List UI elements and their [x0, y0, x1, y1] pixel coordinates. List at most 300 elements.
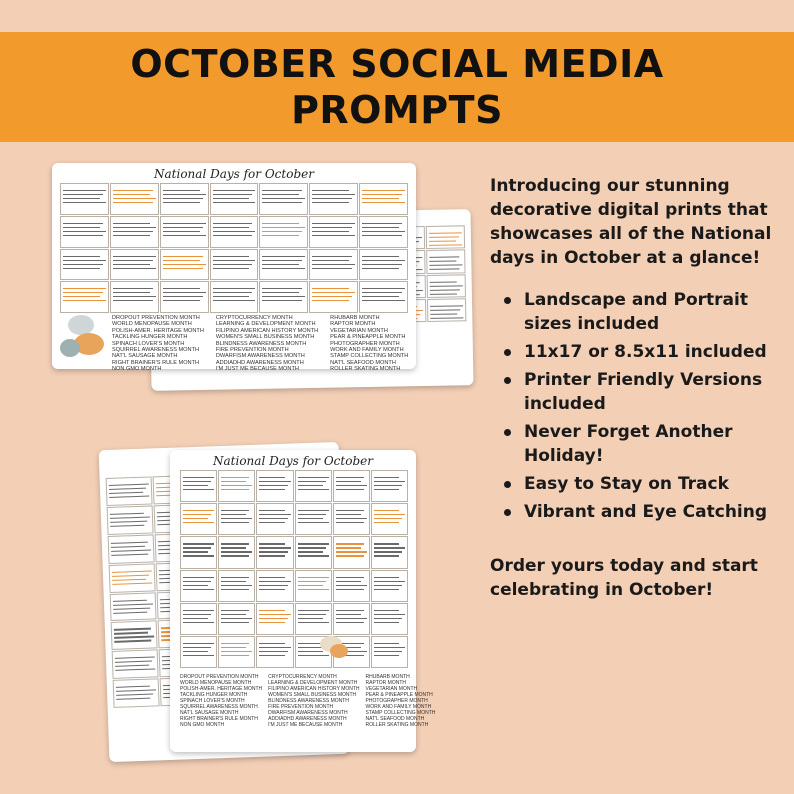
month-label: WORK AND FAMILY MONTH	[330, 347, 404, 354]
calendar-day-cell	[110, 592, 156, 621]
text-line	[262, 292, 299, 293]
text-line	[298, 477, 329, 478]
text-line	[336, 522, 364, 523]
calendar-day-cell	[333, 603, 370, 635]
month-label: FILIPINO AMERICAN HISTORY MONTH	[268, 686, 360, 692]
call-to-action: Order yours today and start celebrating in October!	[490, 556, 758, 600]
text-line	[221, 614, 246, 615]
month-label: NAT'L SAUSAGE MONTH	[180, 710, 239, 716]
text-line	[183, 489, 214, 490]
calendar-day-cell	[160, 249, 209, 281]
calendar-day-cell	[259, 249, 308, 281]
text-line	[374, 547, 405, 548]
text-line	[374, 485, 402, 486]
text-line	[213, 268, 250, 269]
months-col-3	[330, 315, 408, 373]
calendar-day-cell	[60, 216, 109, 248]
calendar-day-cell	[112, 650, 158, 679]
text-line	[312, 292, 355, 293]
text-line	[262, 268, 305, 269]
text-line	[259, 622, 284, 623]
months-col-2	[268, 674, 359, 728]
portrait-sheet-front	[170, 450, 436, 752]
text-line	[183, 651, 208, 652]
text-line	[336, 551, 367, 552]
calendar-day-cell	[160, 216, 209, 248]
text-line	[221, 622, 249, 623]
text-line	[259, 577, 284, 578]
calendar-day-cell	[295, 470, 332, 502]
calendar-day-cell	[295, 503, 332, 535]
text-line	[336, 614, 361, 615]
text-line	[213, 202, 256, 203]
text-line	[336, 481, 361, 482]
calendar-day-cell	[218, 570, 255, 602]
text-line	[430, 285, 463, 287]
text-line	[362, 227, 399, 228]
text-line	[183, 481, 211, 482]
text-line	[163, 268, 203, 269]
text-line	[111, 541, 148, 543]
month-label: NON GMO MONTH	[180, 722, 225, 728]
text-line	[111, 549, 151, 552]
text-line	[336, 485, 367, 486]
text-line	[221, 510, 249, 511]
month-label: FIRE PREVENTION MONTH	[215, 347, 289, 354]
text-line	[298, 655, 329, 656]
month-label: DWARFISM AWARENESS MONTH	[268, 710, 348, 716]
text-line	[262, 190, 302, 191]
text-line	[183, 610, 214, 611]
feature-item	[490, 472, 780, 496]
feature-list	[490, 288, 780, 524]
text-line	[336, 510, 364, 511]
text-line	[259, 510, 284, 511]
text-line	[374, 581, 405, 582]
calendar-day-cell	[295, 536, 332, 568]
text-line	[110, 525, 144, 527]
text-line	[298, 614, 326, 615]
text-line	[374, 555, 399, 556]
text-line	[312, 296, 352, 297]
month-label: TACKLING HUNGER MONTH	[180, 692, 248, 698]
calendar-day-cell	[371, 536, 408, 568]
text-line	[221, 585, 252, 586]
text-line	[336, 489, 364, 490]
text-line	[298, 489, 329, 490]
calendar-day-cell	[256, 470, 293, 502]
text-line	[113, 260, 153, 261]
text-line	[374, 543, 399, 544]
month-label: WOMEN'S SMALL BUSINESS MONTH	[215, 334, 315, 341]
text-line	[221, 485, 252, 486]
text-line	[183, 643, 214, 644]
month-label: PEAR & PINEAPPLE MONTH	[365, 692, 433, 698]
month-label: DWARFISM AWARENESS MONTH	[215, 353, 305, 360]
text-line	[362, 260, 405, 261]
feature-item	[490, 368, 780, 416]
month-label: ADDIADHD AWARENESS MONTH	[268, 716, 347, 722]
text-line	[213, 223, 253, 224]
month-label: DROPOUT PREVENTION MONTH	[180, 674, 259, 680]
text-line	[259, 618, 287, 619]
text-line	[312, 300, 349, 301]
text-line	[221, 577, 249, 578]
text-line	[63, 260, 106, 261]
text-line	[430, 265, 463, 267]
calendar-day-cell	[309, 216, 358, 248]
text-line	[113, 607, 150, 609]
month-label: LEARNING & DEVELOPMENT MONTH	[215, 321, 316, 328]
calendar-day-cell	[359, 216, 408, 248]
month-label: ADDIADHD AWARENESS MONTH	[215, 359, 304, 366]
text-line	[374, 518, 402, 519]
calendar-day-cell	[160, 281, 209, 313]
feature-item	[490, 420, 780, 468]
text-line	[259, 485, 287, 486]
text-line	[298, 585, 323, 586]
text-line	[113, 256, 156, 257]
text-line	[163, 227, 203, 228]
text-line	[114, 628, 151, 630]
calendar-day-cell	[333, 570, 370, 602]
text-line	[259, 547, 290, 548]
text-line	[430, 293, 457, 295]
calendar-day-cell	[60, 183, 109, 215]
text-line	[312, 235, 355, 236]
month-label: PHOTOGRAPHER MONTH	[365, 698, 428, 704]
bullet-icon	[504, 349, 511, 356]
text-line	[262, 288, 302, 289]
calendar-day-cell	[295, 570, 332, 602]
text-line	[262, 296, 305, 297]
text-line	[183, 485, 208, 486]
text-line	[113, 292, 150, 293]
text-line	[183, 477, 214, 478]
text-line	[113, 611, 147, 613]
calendar-day-cell	[210, 183, 259, 215]
text-line	[63, 296, 100, 297]
month-label: WORK AND FAMILY MONTH	[365, 704, 432, 710]
months-col-1	[180, 674, 262, 728]
text-line	[221, 589, 249, 590]
text-line	[113, 288, 153, 289]
month-label: WOMEN'S SMALL BUSINESS MONTH	[268, 692, 357, 698]
text-line	[312, 190, 349, 191]
text-line	[163, 256, 203, 257]
text-line	[63, 202, 106, 203]
text-line	[259, 651, 287, 652]
text-line	[113, 296, 156, 297]
calendar-day-cell	[110, 249, 159, 281]
month-label: VEGETARIAN MONTH	[365, 686, 418, 692]
calendar-day-cell	[218, 636, 255, 668]
text-line	[115, 657, 155, 660]
text-line	[262, 231, 302, 232]
text-line	[298, 522, 329, 523]
calendar-day-cell	[180, 536, 217, 568]
text-line	[183, 522, 214, 523]
text-line	[163, 292, 206, 293]
text-line	[362, 264, 402, 265]
calendar-day-cell	[180, 603, 217, 635]
month-label: SQUIRREL AWARENESS MONTH	[112, 347, 200, 354]
text-line	[183, 589, 214, 590]
calendar-day-cell	[256, 636, 293, 668]
title-line-2: PROMPTS	[291, 88, 503, 132]
text-line	[374, 514, 405, 515]
text-line	[430, 269, 460, 271]
text-line	[112, 582, 152, 585]
text-line	[259, 585, 287, 586]
text-line	[298, 651, 323, 652]
calendar-day-cell	[295, 603, 332, 635]
calendar-day-cell	[426, 225, 465, 249]
text-line	[113, 194, 150, 195]
text-line	[262, 256, 305, 257]
month-label: STAMP COLLECTING MONTH	[330, 353, 409, 360]
text-line	[116, 690, 156, 693]
text-line	[112, 578, 146, 580]
text-line	[336, 581, 361, 582]
text-line	[298, 510, 329, 511]
text-line	[374, 489, 399, 490]
text-line	[298, 518, 323, 519]
month-label: WORLD MENOPAUSE MONTH	[180, 680, 252, 686]
text-line	[221, 518, 252, 519]
text-line	[374, 577, 399, 578]
text-line	[336, 618, 367, 619]
text-line	[183, 547, 211, 548]
text-line	[183, 614, 211, 615]
text-line	[374, 647, 405, 648]
text-line	[374, 522, 399, 523]
text-line	[362, 256, 399, 257]
text-line	[183, 585, 208, 586]
calendar-day-cell	[218, 603, 255, 635]
calendar-day-cell	[427, 298, 466, 322]
month-label: FIRE PREVENTION MONTH	[268, 704, 334, 710]
calendar-day-cell	[333, 470, 370, 502]
text-line	[312, 268, 352, 269]
text-line	[374, 622, 399, 623]
text-line	[362, 268, 399, 269]
text-line	[221, 647, 246, 648]
calendar-day-cell	[333, 503, 370, 535]
text-line	[63, 190, 106, 191]
text-line	[110, 521, 147, 523]
text-line	[221, 655, 249, 656]
month-label: SPINACH LOVER'S MONTH	[112, 340, 185, 347]
text-line	[259, 655, 284, 656]
months-list	[180, 674, 436, 728]
month-label: CRYPTOCURRENCY MONTH	[215, 315, 293, 321]
text-line	[63, 194, 103, 195]
text-line	[63, 231, 106, 232]
bullet-icon	[504, 429, 511, 436]
text-line	[259, 522, 284, 523]
calendar-day-cell	[359, 281, 408, 313]
text-line	[213, 227, 250, 228]
month-label: I'M JUST ME BECAUSE MONTH	[215, 366, 299, 373]
text-line	[221, 489, 249, 490]
calendar-day-cell	[309, 249, 358, 281]
text-line	[183, 551, 208, 552]
text-line	[362, 231, 405, 232]
calendar-day-cell	[259, 183, 308, 215]
text-line	[213, 231, 256, 232]
bullet-icon	[504, 509, 511, 516]
text-line	[114, 640, 151, 642]
calendar-day-cell	[106, 476, 152, 505]
text-line	[183, 618, 208, 619]
calendar-day-cell	[218, 503, 255, 535]
feature-item	[490, 288, 780, 336]
month-label: RIGHT BRAINER'S RULE MONTH	[180, 716, 258, 722]
month-label: NAT'L SEAFOOD MONTH	[330, 359, 396, 366]
text-line	[336, 514, 361, 515]
calendar-day-cell	[160, 183, 209, 215]
text-line	[221, 522, 249, 523]
text-line	[113, 603, 153, 606]
calendar-day-cell	[427, 274, 466, 298]
calendar-day-cell	[210, 281, 259, 313]
calendar-day-cell	[309, 183, 358, 215]
text-line	[298, 514, 326, 515]
text-line	[259, 518, 287, 519]
text-line	[183, 647, 211, 648]
month-label: POLISH-AMER. HERITAGE MONTH	[180, 686, 263, 692]
calendar-day-cell	[110, 281, 159, 313]
calendar-day-cell	[60, 249, 109, 281]
text-line	[163, 231, 200, 232]
text-line	[183, 581, 211, 582]
month-label: BLINDNESS AWARENESS MONTH	[268, 698, 349, 704]
text-line	[336, 585, 367, 586]
text-line	[116, 694, 153, 696]
feature-label: Printer Friendly Versions included	[524, 370, 763, 414]
month-label: SPINACH LOVER'S MONTH	[180, 698, 245, 704]
text-line	[113, 268, 156, 269]
text-line	[312, 231, 349, 232]
text-line	[336, 518, 367, 519]
calendar-day-cell	[180, 636, 217, 668]
text-line	[213, 264, 253, 265]
month-label: PEAR & PINEAPPLE MONTH	[330, 334, 406, 341]
calendar-day-cell	[60, 281, 109, 313]
text-line	[213, 198, 250, 199]
text-line	[163, 288, 200, 289]
text-line	[213, 300, 256, 301]
text-line	[429, 232, 462, 234]
text-line	[262, 264, 299, 265]
text-line	[114, 636, 154, 639]
calendar-day-cell	[256, 503, 293, 535]
text-line	[113, 190, 153, 191]
text-line	[63, 256, 100, 257]
calendar-grid	[60, 183, 408, 313]
bullet-icon	[504, 377, 511, 384]
month-label: WORLD MENOPAUSE MONTH	[112, 321, 192, 328]
calendar-day-cell	[256, 570, 293, 602]
month-label: PHOTOGRAPHER MONTH	[330, 340, 400, 347]
text-line	[374, 655, 399, 656]
calendar-day-cell	[359, 183, 408, 215]
text-line	[213, 194, 253, 195]
text-line	[163, 223, 206, 224]
text-line	[262, 202, 302, 203]
text-line	[221, 477, 249, 478]
description-panel	[490, 174, 780, 602]
month-label: I'M JUST ME BECAUSE MONTH	[268, 722, 343, 728]
text-line	[312, 260, 349, 261]
month-label: LEARNING & DEVELOPMENT MONTH	[268, 680, 358, 686]
calendar-day-cell	[218, 536, 255, 568]
calendar-grid	[180, 470, 408, 668]
text-line	[262, 227, 305, 228]
feature-item	[490, 340, 780, 364]
text-line	[336, 589, 364, 590]
feature-label: Landscape and Portrait sizes included	[524, 290, 748, 334]
text-line	[213, 235, 253, 236]
text-line	[312, 256, 352, 257]
text-line	[116, 686, 150, 688]
bullet-icon	[504, 297, 511, 304]
text-line	[259, 481, 290, 482]
text-line	[221, 555, 249, 556]
month-label: CRYPTOCURRENCY MONTH	[268, 674, 337, 680]
text-line	[362, 202, 405, 203]
text-line	[183, 518, 208, 519]
text-line	[312, 202, 349, 203]
text-line	[374, 551, 402, 552]
landscape-sheet-front	[52, 163, 416, 373]
feature-label: Vibrant and Eye Catching	[524, 502, 768, 522]
text-line	[221, 618, 252, 619]
text-line	[298, 577, 329, 578]
months-col-1	[112, 315, 204, 373]
text-line	[113, 202, 153, 203]
text-line	[163, 300, 200, 301]
months-list	[112, 315, 408, 373]
text-line	[221, 610, 249, 611]
text-line	[63, 292, 103, 293]
text-line	[259, 551, 287, 552]
bullet-icon	[504, 481, 511, 488]
text-line	[312, 223, 355, 224]
calendar-day-cell	[259, 281, 308, 313]
text-line	[374, 481, 405, 482]
text-line	[262, 198, 305, 199]
text-line	[111, 545, 145, 547]
calendar-day-cell	[180, 470, 217, 502]
calendar-day-cell	[309, 281, 358, 313]
month-label: ROLLER SKATING MONTH	[365, 722, 429, 728]
text-line	[163, 194, 206, 195]
text-line	[298, 543, 329, 544]
text-line	[116, 698, 150, 700]
text-line	[163, 264, 206, 265]
months-col-3	[366, 674, 436, 728]
text-line	[431, 317, 464, 319]
text-line	[430, 261, 457, 263]
text-line	[262, 223, 299, 224]
text-line	[336, 622, 364, 623]
text-line	[298, 618, 323, 619]
text-line	[63, 264, 103, 265]
text-line	[63, 235, 103, 236]
text-line	[431, 313, 458, 315]
